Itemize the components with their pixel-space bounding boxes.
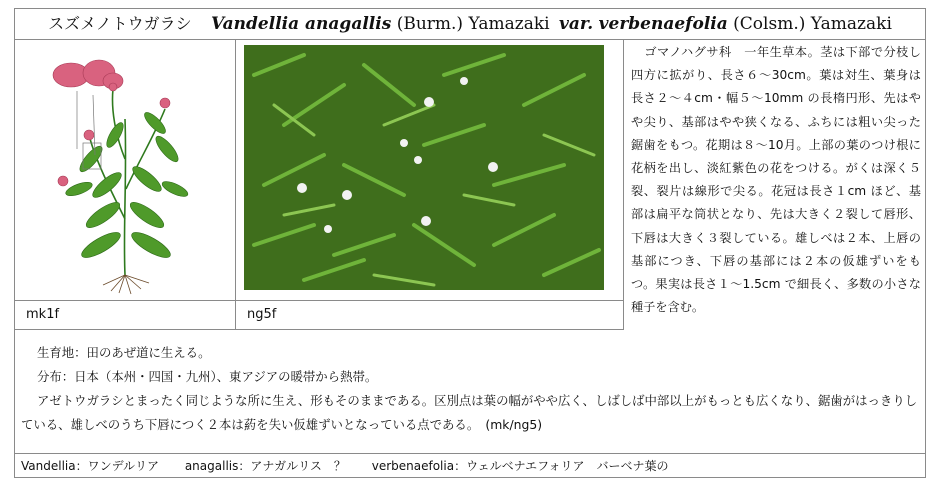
habitat-text: 生育地：田のあぜ道に生える。 <box>37 345 211 360</box>
caption-row <box>15 300 623 330</box>
japanese-name: スズメノトウガラシ <box>48 14 192 33</box>
distribution-text: 分布：日本（本州・四国・九州）、東アジアの暖帯から熱帯。 <box>37 369 378 384</box>
photo-cell <box>236 39 623 300</box>
figure-table <box>15 39 624 330</box>
etymology-row <box>15 453 925 478</box>
drawing-cell <box>15 39 236 300</box>
variety-author: (Colsm.) Yamazaki <box>733 14 892 34</box>
title-row <box>15 9 925 40</box>
notes-section <box>15 341 925 437</box>
photo-caption: ng5f <box>247 307 277 322</box>
etymology-genus: Vandellia：ワンデルリア <box>21 459 159 473</box>
var-label: var. <box>559 14 594 34</box>
etymology-species: anagallis：アナガルリス ？ <box>184 459 346 473</box>
description-text: ゴマノハグサ科 一年生草本。茎は下部で分枝し四方に拡がり、長さ６～30cm。葉は対生、葉身は長さ２～４cm・幅５～10mm の長楕円形、先はやや尖り、基部はやや狭くなる、ふちには粗い尖った鋸歯をもつ。花期は８～10月。上部の葉のつけ根に花柄を出し、淡紅紫色の花をつける。がくは深く５裂、裂片は線形で尖る。花冠は長さ１cm ほど、基部は扁平な筒状となり、先は大きく２裂して唇形、下唇は大きく３裂している。雄しべは２本、上唇の基部につき、下唇の基部には２本の仮雄ずいをもつ。果実は長さ１～1.5cm で細長く、多数の小さな種子を含む。 <box>631 45 921 315</box>
scientific-name: Vandellia anagallis <box>211 14 392 34</box>
remark-line-1: アゼトウガラシとまったく同じような所に生え、形もそのままである。区別点は葉の幅がやや広く、しばしば中部以上がもっとも広くなり、鋸歯がはっきりし <box>37 393 918 408</box>
author-name: (Burm.) Yamazaki <box>396 14 550 34</box>
etymology-variety: verbenaefolia：ウェルベナエフォリア バーベナ葉の <box>371 459 669 473</box>
plant-photo <box>244 45 604 290</box>
variety-name: verbenaefolia <box>598 14 728 34</box>
plant-drawing <box>15 39 235 300</box>
remark-line-2: ている、雄しべのうち下唇につく２本は葯を失い仮雄ずいとなっている点である。 (mk/ng5) <box>21 417 543 432</box>
drawing-caption: mk1f <box>26 307 60 322</box>
plant-sheet <box>14 8 926 478</box>
